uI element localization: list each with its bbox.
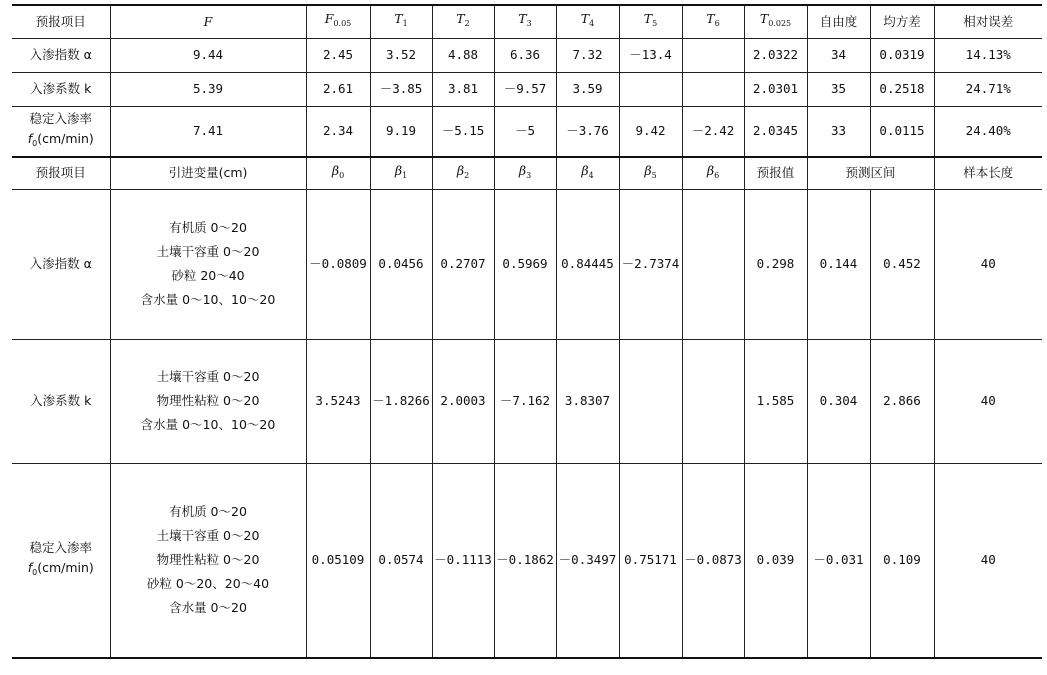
cell-T4: 3.59 <box>556 72 619 106</box>
variable-item: 有机质 0～20 <box>169 220 247 235</box>
cell-beta1: 0.0574 <box>370 463 432 658</box>
cell-beta4: 0.84445 <box>556 189 619 339</box>
cell-T6 <box>682 38 744 72</box>
header-beta4: $\beta_4$ <box>556 157 619 189</box>
header-sample-length: 样本长度 <box>934 157 1042 189</box>
cell-T1: －3.85 <box>370 72 432 106</box>
cell-err: 14.13% <box>934 38 1042 72</box>
cell-F005: 2.45 <box>306 38 370 72</box>
header-T0025: $T_{0.025}$ <box>744 5 807 38</box>
header-beta0: $\beta_0$ <box>306 157 370 189</box>
cell-interval-high: 0.452 <box>870 189 934 339</box>
cell-beta3: －0.1862 <box>494 463 556 658</box>
variable-item: 有机质 0～20 <box>169 504 247 520</box>
cell-T2: －5.15 <box>432 106 494 157</box>
cell-err: 24.40% <box>934 106 1042 157</box>
cell-T3: 6.36 <box>494 38 556 72</box>
cell-beta0: －0.0809 <box>306 189 370 339</box>
cell-beta6 <box>682 339 744 463</box>
cell-df: 33 <box>807 106 870 157</box>
variable-item: 含水量 0～10、10～20 <box>140 417 276 432</box>
variable-item: 土壤干容重 0～20 <box>156 369 260 384</box>
cell-sample-length: 40 <box>934 339 1042 463</box>
cell-beta5: －2.7374 <box>619 189 682 339</box>
cell-df: 35 <box>807 72 870 106</box>
header-T3: $T_3$ <box>494 5 556 38</box>
cell-beta3: －7.162 <box>494 339 556 463</box>
cell-T2: 4.88 <box>432 38 494 72</box>
cell-beta2: －0.1113 <box>432 463 494 658</box>
cell-T4: －3.76 <box>556 106 619 157</box>
cell-err: 24.71% <box>934 72 1042 106</box>
header-beta5: $\beta_5$ <box>619 157 682 189</box>
cell-df: 34 <box>807 38 870 72</box>
header-predicted-value: 预报值 <box>744 157 807 189</box>
cell-mse: 0.0319 <box>870 38 934 72</box>
cell-beta2: 0.2707 <box>432 189 494 339</box>
regression-table <box>12 4 1042 659</box>
row-item: 稳定入渗率 $f_0(cm/\min)$ <box>12 106 110 157</box>
header-T1: $T_1$ <box>370 5 432 38</box>
cell-T0025: 2.0345 <box>744 106 807 157</box>
variable-item: 含水量 0～20 <box>169 600 247 616</box>
cell-beta5: 0.75171 <box>619 463 682 658</box>
variable-item: 物理性粘粒 0～20 <box>156 393 260 408</box>
cell-mse: 0.0115 <box>870 106 934 157</box>
header-beta6: $\beta_6$ <box>682 157 744 189</box>
cell-beta3: 0.5969 <box>494 189 556 339</box>
cell-beta1: 0.0456 <box>370 189 432 339</box>
row-item: 稳定入渗率 $f_0(cm/\min)$ <box>12 463 110 658</box>
variable-item: 砂粒 20～40 <box>171 268 245 283</box>
cell-beta2: 2.0003 <box>432 339 494 463</box>
cell-sample-length: 40 <box>934 189 1042 339</box>
header-relative-error: 相对误差 <box>934 5 1042 38</box>
cell-beta4: 3.8307 <box>556 339 619 463</box>
cell-T5 <box>619 72 682 106</box>
header-F005: $F_{0.05}$ <box>306 5 370 38</box>
variable-item: 含水量 0～10、10～20 <box>140 292 276 307</box>
cell-T6 <box>682 72 744 106</box>
cell-mse: 0.2518 <box>870 72 934 106</box>
cell-beta5 <box>619 339 682 463</box>
cell-F005: 2.34 <box>306 106 370 157</box>
row-item: 入渗指数 α <box>12 38 110 72</box>
cell-predicted: 0.039 <box>744 463 807 658</box>
variables-list <box>110 339 306 463</box>
header-prediction-interval: 预测区间 <box>807 157 934 189</box>
cell-T5: －13.4 <box>619 38 682 72</box>
top-row-f0 <box>12 106 1042 157</box>
row-item: 入渗指数 α <box>12 189 110 339</box>
cell-F: 5.39 <box>110 72 306 106</box>
top-header-row <box>12 5 1042 38</box>
cell-T4: 7.32 <box>556 38 619 72</box>
header-T4: $T_4$ <box>556 5 619 38</box>
cell-interval-low: 0.144 <box>807 189 870 339</box>
variable-item: 土壤干容重 0～20 <box>156 244 260 259</box>
variable-item: 土壤干容重 0～20 <box>156 528 260 544</box>
header-beta1: $\beta_1$ <box>370 157 432 189</box>
bottom-header-row <box>12 157 1042 189</box>
header-T5: $T_5$ <box>619 5 682 38</box>
bottom-row-alpha <box>12 189 1042 339</box>
cell-beta0: 3.5243 <box>306 339 370 463</box>
bottom-row-k <box>12 339 1042 463</box>
header-beta3: $\beta_3$ <box>494 157 556 189</box>
row-item: 入渗系数 k <box>12 72 110 106</box>
cell-beta1: －1.8266 <box>370 339 432 463</box>
cell-beta4: －0.3497 <box>556 463 619 658</box>
cell-T0025: 2.0301 <box>744 72 807 106</box>
header-degrees-of-freedom: 自由度 <box>807 5 870 38</box>
cell-T5: 9.42 <box>619 106 682 157</box>
header-beta2: $\beta_2$ <box>432 157 494 189</box>
row-item: 入渗系数 k <box>12 339 110 463</box>
cell-F: 7.41 <box>110 106 306 157</box>
cell-sample-length: 40 <box>934 463 1042 658</box>
cell-T6: －2.42 <box>682 106 744 157</box>
cell-beta6 <box>682 189 744 339</box>
header-introduced-variables: 引进变量(cm) <box>110 157 306 189</box>
cell-F005: 2.61 <box>306 72 370 106</box>
header-T2: $T_2$ <box>432 5 494 38</box>
cell-beta6: －0.0873 <box>682 463 744 658</box>
header-T6: $T_6$ <box>682 5 744 38</box>
top-row-k <box>12 72 1042 106</box>
header-forecast-item: 预报项目 <box>12 5 110 38</box>
cell-F: 9.44 <box>110 38 306 72</box>
variable-item: 物理性粘粒 0～20 <box>156 552 260 568</box>
cell-T1: 3.52 <box>370 38 432 72</box>
header-F: F <box>110 5 306 38</box>
cell-interval-high: 2.866 <box>870 339 934 463</box>
cell-T3: －5 <box>494 106 556 157</box>
cell-predicted: 1.585 <box>744 339 807 463</box>
cell-beta0: 0.05109 <box>306 463 370 658</box>
cell-T0025: 2.0322 <box>744 38 807 72</box>
variable-item: 砂粒 0～20、20～40 <box>146 576 270 592</box>
bottom-row-f0 <box>12 463 1042 658</box>
header-mean-square-error: 均方差 <box>870 5 934 38</box>
variables-list <box>110 463 306 658</box>
top-row-alpha <box>12 38 1042 72</box>
cell-interval-high: 0.109 <box>870 463 934 658</box>
cell-interval-low: 0.304 <box>807 339 870 463</box>
cell-interval-low: －0.031 <box>807 463 870 658</box>
header-forecast-item: 预报项目 <box>12 157 110 189</box>
cell-T2: 3.81 <box>432 72 494 106</box>
variables-list <box>110 189 306 339</box>
cell-T3: －9.57 <box>494 72 556 106</box>
cell-predicted: 0.298 <box>744 189 807 339</box>
cell-T1: 9.19 <box>370 106 432 157</box>
